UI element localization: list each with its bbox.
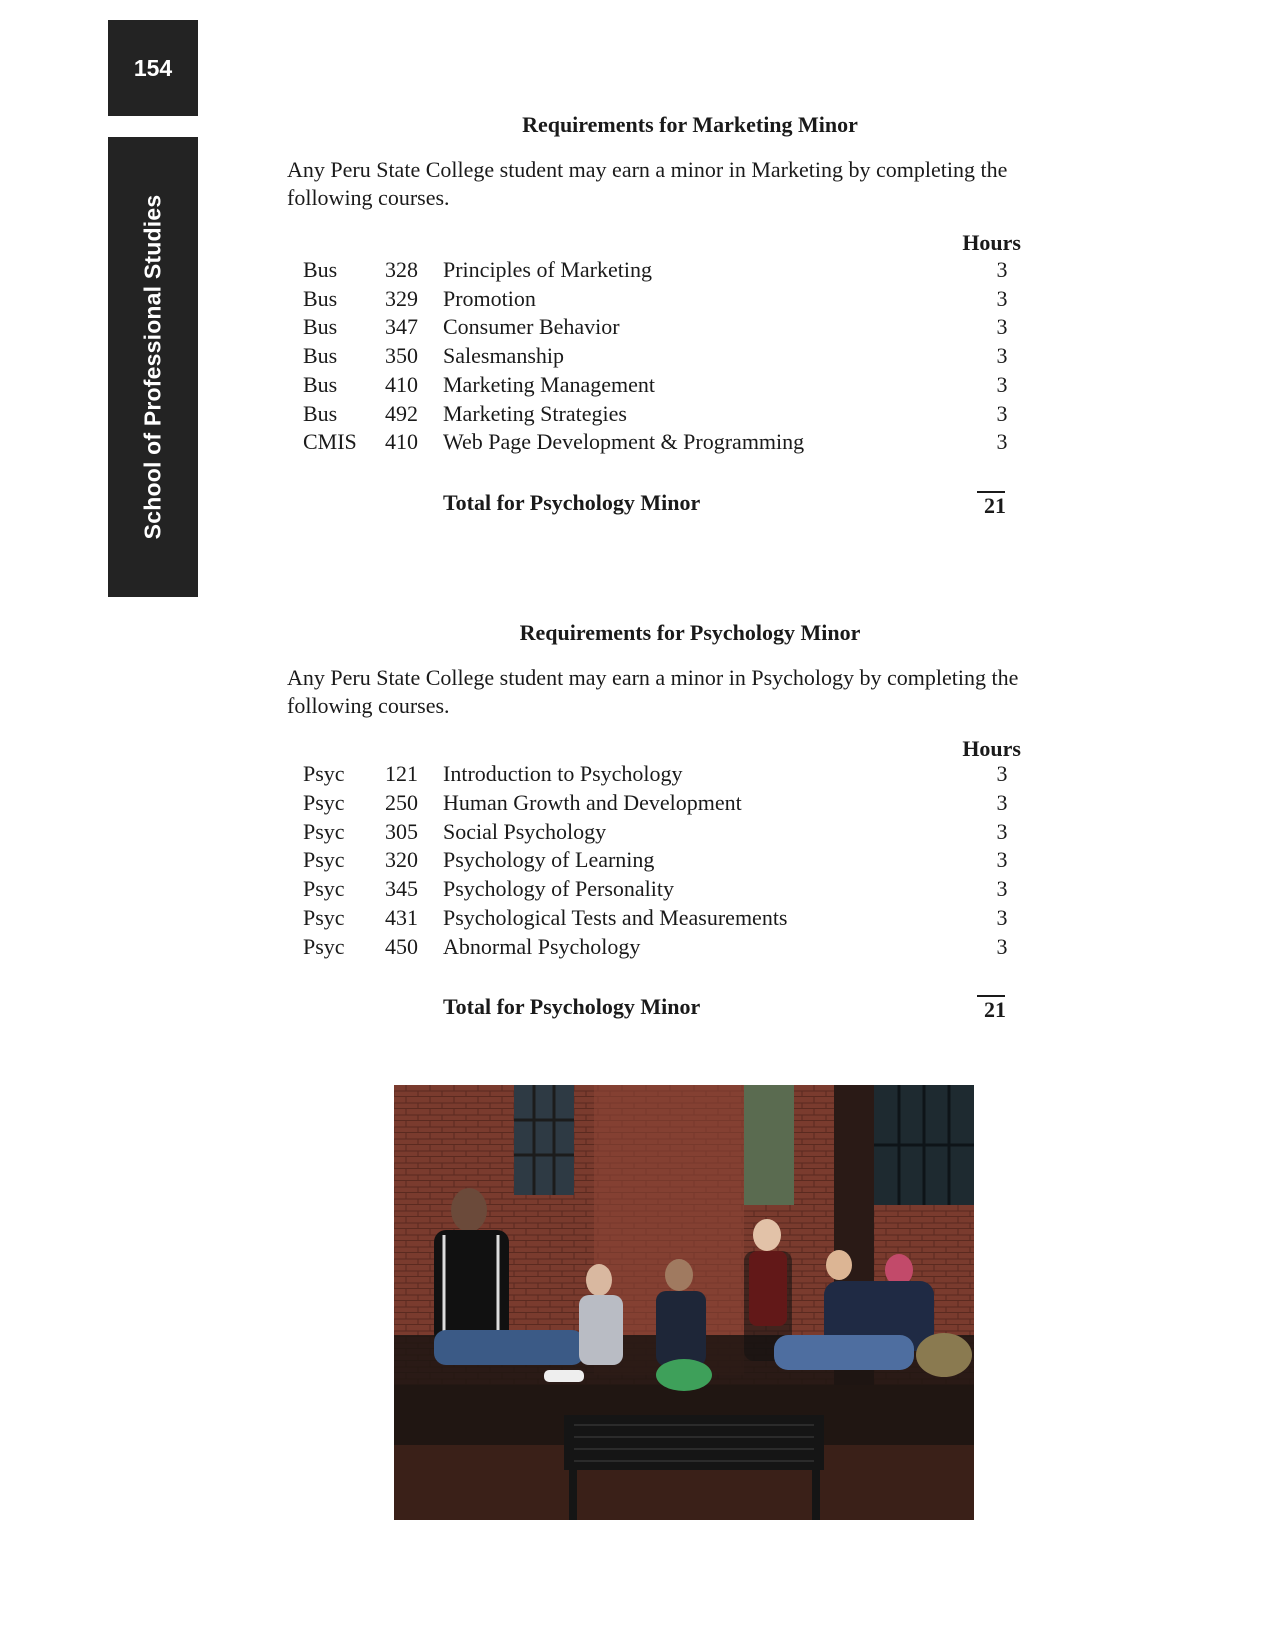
page-number: 154: [108, 20, 198, 116]
course-number: 347: [385, 314, 418, 340]
course-hours: 3: [996, 905, 1008, 930]
course-title: Human Growth and Development: [443, 789, 742, 815]
course-number: 450: [385, 933, 418, 959]
course-hours: 3: [996, 789, 1008, 815]
course-number: 328: [385, 257, 418, 282]
course-hours: 3: [996, 400, 1008, 426]
course-number: 410: [385, 371, 418, 397]
course-hours: 3: [996, 761, 1008, 786]
course-hours: 3: [996, 876, 1008, 902]
course-dept: Bus: [303, 314, 338, 340]
course-dept: Psyc: [303, 818, 345, 844]
students-patio-photo: [394, 1085, 974, 1520]
course-title: Introduction to Psychology: [443, 761, 683, 786]
marketing-minor-section: [285, 112, 1095, 532]
course-hours: 3: [996, 343, 1008, 369]
marketing-hours-header: Hours: [962, 230, 1021, 255]
marketing-total-value: 21: [984, 493, 1006, 518]
course-title: Consumer Behavior: [443, 314, 620, 340]
psychology-minor-section: [285, 620, 1095, 1040]
psychology-intro: Any Peru State College student may earn a minor in Psychology by completing the following courses.: [287, 665, 1019, 718]
course-number: 121: [385, 761, 418, 786]
course-number: 492: [385, 400, 418, 426]
course-number: 320: [385, 847, 418, 873]
course-dept: Psyc: [303, 876, 345, 902]
course-dept: Psyc: [303, 789, 345, 815]
marketing-total-label: Total for Psychology Minor: [443, 490, 701, 515]
course-dept: Bus: [303, 371, 338, 397]
psychology-hours-header: Hours: [962, 736, 1021, 761]
course-number: 305: [385, 818, 418, 844]
course-dept: Bus: [303, 257, 338, 282]
course-title: Web Page Development & Programming: [443, 429, 805, 455]
course-hours: 3: [996, 818, 1008, 844]
course-title: Marketing Management: [443, 371, 655, 397]
course-number: 250: [385, 789, 418, 815]
course-dept: Bus: [303, 400, 338, 426]
course-hours: 3: [996, 847, 1008, 873]
course-title: Psychology of Personality: [443, 876, 674, 902]
psychology-heading: Requirements for Psychology Minor: [519, 620, 861, 645]
course-number: 410: [385, 429, 418, 455]
course-title: Psychology of Learning: [443, 847, 655, 873]
course-hours: 3: [996, 933, 1008, 959]
course-hours: 3: [996, 429, 1008, 455]
course-dept: Bus: [303, 343, 338, 369]
course-title: Salesmanship: [443, 343, 564, 369]
course-title: Social Psychology: [443, 818, 607, 844]
course-hours: 3: [996, 314, 1008, 340]
course-hours: 3: [996, 285, 1008, 311]
course-title: Psychological Tests and Measurements: [443, 905, 788, 930]
course-hours: 3: [996, 257, 1008, 282]
course-title: Marketing Strategies: [443, 400, 627, 426]
course-title: Abnormal Psychology: [443, 933, 641, 959]
marketing-intro: Any Peru State College student may earn a minor in Marketing by completing the following courses.: [287, 157, 1008, 210]
course-number: 345: [385, 876, 418, 902]
psychology-total-label: Total for Psychology Minor: [443, 994, 701, 1019]
course-number: 329: [385, 285, 418, 311]
course-dept: Psyc: [303, 905, 345, 930]
course-dept: Bus: [303, 285, 338, 311]
course-dept: Psyc: [303, 847, 345, 873]
course-dept: CMIS: [303, 429, 357, 455]
psychology-total-value: 21: [984, 997, 1006, 1022]
course-hours: 3: [996, 371, 1008, 397]
course-number: 350: [385, 343, 418, 369]
marketing-heading: Requirements for Marketing Minor: [522, 112, 858, 137]
section-side-tab: [108, 137, 198, 597]
course-title: Principles of Marketing: [443, 257, 652, 282]
side-tab-label: School of Professional Studies: [139, 194, 166, 540]
course-title: Promotion: [443, 285, 536, 311]
course-number: 431: [385, 905, 418, 930]
course-dept: Psyc: [303, 933, 345, 959]
course-dept: Psyc: [303, 761, 345, 786]
